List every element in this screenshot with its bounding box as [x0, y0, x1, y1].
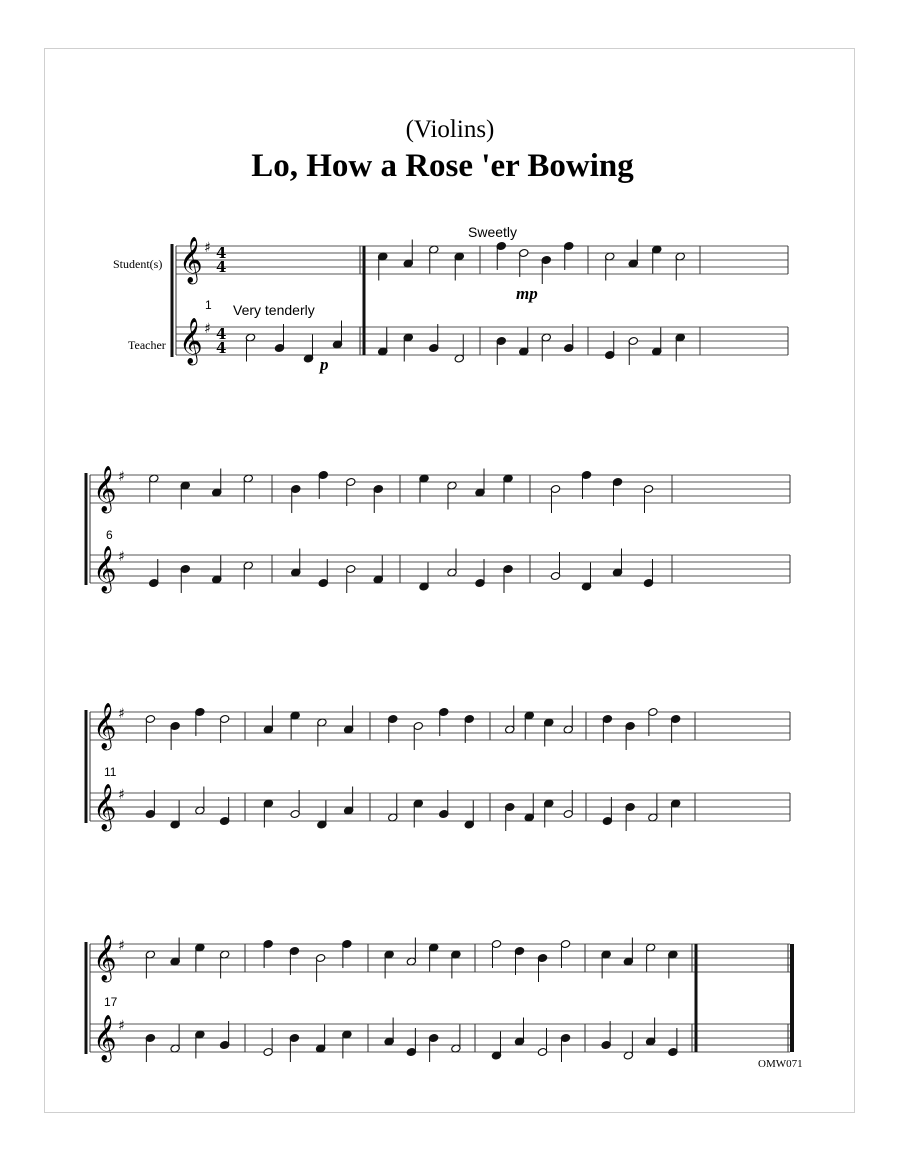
instrumentation-subtitle: (Violins) — [405, 116, 495, 143]
treble-clef-icon: 𝄞 — [93, 1015, 117, 1061]
treble-clef-icon: 𝄞 — [93, 703, 117, 749]
key-signature-sharp: ♯ — [118, 1018, 125, 1034]
treble-clef-icon: 𝄞 — [93, 935, 117, 981]
measure-number-1: 1 — [205, 298, 212, 312]
dynamic-student-entry: mp — [516, 284, 538, 303]
key-signature-sharp: ♯ — [118, 549, 125, 565]
treble-clef-icon: 𝄞 — [93, 784, 117, 830]
measure-number-6: 6 — [106, 528, 113, 542]
catalog-number: OMW071 — [758, 1058, 803, 1070]
tempo-marking-student: Sweetly — [468, 224, 518, 240]
key-signature-sharp: ♯ — [204, 240, 211, 256]
tempo-marking-teacher: Very tenderly — [233, 302, 315, 318]
key-signature-sharp: ♯ — [204, 321, 211, 337]
key-signature-sharp: ♯ — [118, 706, 125, 722]
treble-clef-icon: 𝄞 — [93, 466, 117, 512]
piece-title: Lo, How a Rose 'er Bowing — [251, 148, 634, 184]
treble-clef-icon: 𝄞 — [179, 318, 203, 364]
dynamic-teacher-start: p — [320, 355, 329, 374]
time-signature: 4 — [216, 339, 227, 357]
time-signature: 4 — [216, 325, 227, 343]
key-signature-sharp: ♯ — [118, 938, 125, 954]
measure-number-17: 17 — [104, 995, 118, 1009]
treble-clef-icon: 𝄞 — [179, 237, 203, 283]
treble-clef-icon: 𝄞 — [93, 546, 117, 592]
measure-number-11: 11 — [104, 765, 117, 779]
time-signature: 4 — [216, 258, 227, 276]
time-signature: 4 — [216, 244, 227, 262]
part-label-teacher: Teacher — [128, 338, 166, 352]
key-signature-sharp: ♯ — [118, 787, 125, 803]
part-label-student: Student(s) — [113, 257, 163, 271]
key-signature-sharp: ♯ — [118, 469, 125, 485]
